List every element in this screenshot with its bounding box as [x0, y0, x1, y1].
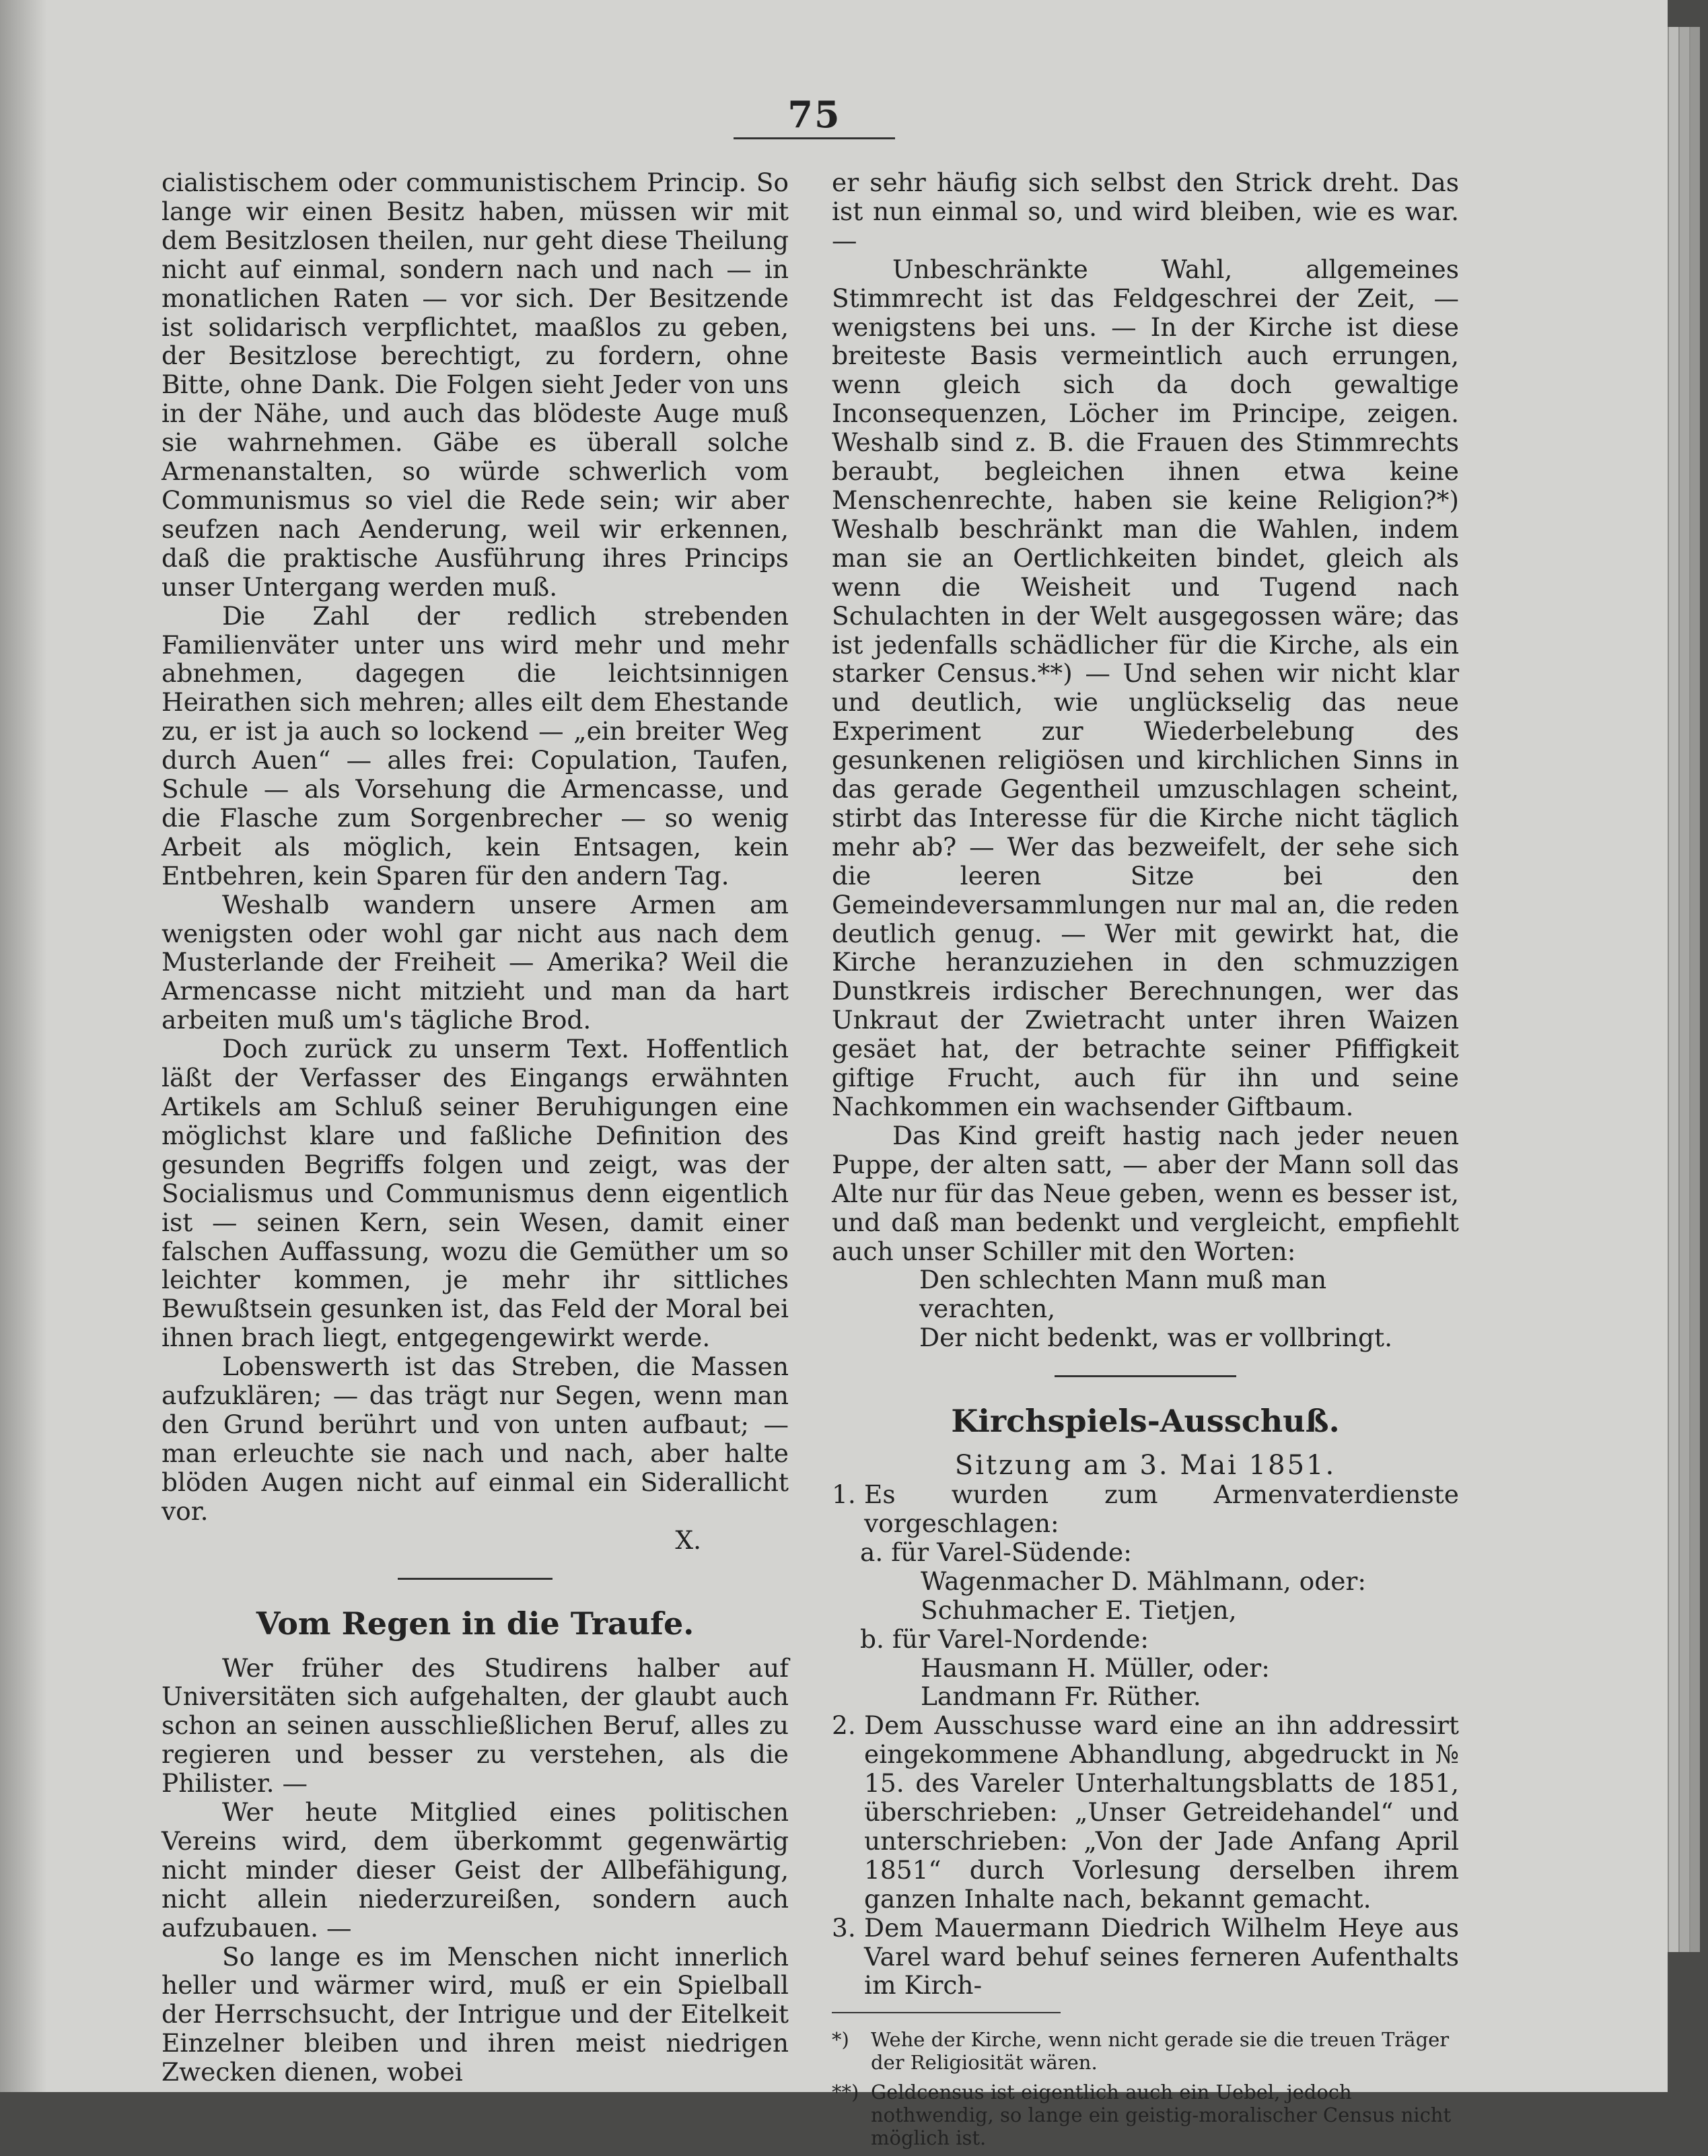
paragraph: Unbeschränkte Wahl, allgemeines Stimmrecht ist das Feldgeschrei der Zeit, — wenigstens bei uns. — In der Kirche ist diese breiteste Basis vermeintlich auch errungen, wenn gleich sich da doch gewaltige Inconsequenzen, Löcher im Principe, zeigen. Weshalb sind z. B. die Frauen des Stimmrechts beraubt, begleichen ihnen etwa keine Menschenrechte, haben sie keine Religion?*) Weshalb beschränkt man die Wahlen, indem man sie an Oertlichkeiten bindet, gleich als wenn die Weisheit und Tugend nach Schulachten in der Welt ausgegossen wäre; das ist jedenfalls schädlicher für die Kirche, als ein starker Census.**) — Und sehen wir nicht klar und deutlich, wie unglückselig das neue Experiment zur Wiederbelebung des gesunkenen religiösen und kirchlichen Sinns in das gerade Gegentheil umzuschlagen scheint, stirbt das Interesse für die Kirche nicht täglich mehr ab? — Wer das bezweifelt, der sehe sich die leeren Sitze bei den Gemeindeversammlungen nur mal an, die reden deutlich genug. — Wer mit gewirkt hat, die Kirche heranzuziehen in den schmuzzigen Dunstkreis irdischer Berechnungen, wer das Unkraut der Zwietracht unter ihren Waizen gesäet hat, der betrachte seiner Pfiffigkeit giftige Frucht, auch für ihn und seine Nachkommen ein wachsender Giftbaum.: [832, 254, 1459, 1121]
paragraph: er sehr häufig sich selbst den Strick dreht. Das ist nun einmal so, und wird bleiben, wie es war. —: [832, 168, 1459, 255]
signature-line: [162, 1526, 789, 1555]
paragraph: Die Zahl der redlich strebenden Familienväter unter uns wird mehr und mehr abnehmen, dagegen die leichtsinnigen Heirathen sich mehren; alles eilt dem Ehestande zu, er ist ja auch so lockend — „ein breiter Weg durch Auen“ — alles frei: Copulation, Taufen, Schule — als Vorsehung die Armencasse, und die Flasche zum Sorgenbrecher — so wenig Arbeit als möglich, kein Entsagen, kein Entbehren, kein Sparen für den andern Tag.: [162, 600, 789, 891]
paragraph: So lange es im Menschen nicht innerlich heller und wärmer wird, muß er ein Spielball der Herrschsucht, der Intrigue und der Eitelkeit Einzelner bleiben und ihren meist niedrigen Zwecken dienen, wobei: [162, 1941, 789, 2087]
page-edge: [1668, 27, 1678, 1952]
article-title: Vom Regen in die Traufe.: [256, 1605, 695, 1642]
footnote-text: Wehe der Kirche, wenn nicht gerade sie die treuen Träger der Religiosität wären.: [871, 2028, 1450, 2075]
footnotes: [832, 2028, 1459, 2149]
footnote-rule: [832, 2012, 1061, 2013]
list-item: [832, 1711, 1459, 1913]
page-edge: [1689, 27, 1700, 1952]
signature: X.: [675, 1525, 701, 1555]
item-text: Dem Ausschusse ward eine an ihn addressirt eingekommene Abhandlung, abgedruckt in № 15. des Vareler Unterhaltungsblatts de 1851, überschrieben: „Unser Getreidehandel“ und unterschrieben: „Von der Jade Anfang April 1851“ durch Vorlesung derselben ihrem ganzen Inhalte nach, bekannt gemacht.: [864, 1710, 1459, 1914]
footnote-mark: *): [832, 2028, 849, 2052]
verse-line: Den schlechten Mann muß man verachten,: [919, 1265, 1327, 1324]
footnote-mark: **): [832, 2081, 859, 2104]
verse-quote: [832, 1265, 1459, 1352]
paragraph: cialistischem oder communistischem Princip. So lange wir einen Besitz haben, müssen wir mit dem Besitzlosen theilen, nur geht diese Theilung nicht auf einmal, sondern nach und nach — in monatlichen Raten — vor sich. Der Besitzende ist solidarisch verpflichtet, maaßlos zu geben, der Besitzlose berechtigt, zu fordern, ohne Bitte, ohne Dank. Die Folgen sieht Jeder von uns in der Nähe, und auch das blödeste Auge muß sie wahrnehmen. Gäbe es überall solche Armenanstalten, so würde schwerlich vom Communismus so viel die Rede sein; wir aber seufzen nach Aenderung, weil wir erkennen, daß die praktische Ausführung ihres Princips unser Untergang werden muß.: [162, 168, 789, 602]
section-title: Kirchspiels-Ausschuß.: [951, 1403, 1340, 1440]
item-text: Dem Mauermann Diedrich Wilhelm Heye aus Varel ward behuf seines ferneren Aufenthalts im Kirch-: [864, 1912, 1459, 2001]
right-column: [832, 168, 1459, 2156]
paragraph: Wer früher des Studirens halber auf Universitäten sich aufgehalten, der glaubt auch schon an seinen ausschließlichen Beruf, alles zu regieren und besser zu verstehen, als die Philister. —: [162, 1653, 789, 1799]
page-edge: [1678, 27, 1689, 1952]
candidate-name: Wagenmacher D. Mählmann, oder:: [921, 1566, 1366, 1596]
paragraph: Weshalb wandern unsere Armen am wenigsten oder wohl gar nicht aus nach dem Musterlande der Freiheit — Amerika? Weil die Armencasse nicht mitzieht und man da hart arbeiten muß um's tägliche Brod.: [162, 889, 789, 1035]
session-date: Sitzung am 3. Mai 1851.: [954, 1450, 1337, 1482]
paragraph: Doch zurück zu unserm Text. Hoffentlich läßt der Verfasser des Eingangs erwähnten Artikels am Schluß seiner Beruhigungen eine möglichst klare und faßliche Definition des gesunden Begriffs folgen und zeigt, was der Socialismus und Communismus denn eigentlich ist — seinen Kern, sein Wesen, damit einer falschen Auffassung, wozu die Gemüther um so leichter kommen, je mehr ihr sittliches Bewußtsein gesunken ist, das Feld der Moral bei ihnen brach liegt, entgegengewirkt werde.: [162, 1034, 789, 1353]
left-column: [162, 168, 789, 2087]
section-divider: [1055, 1375, 1236, 1377]
item-number: 1.: [832, 1480, 856, 1510]
paragraph: Wer heute Mitglied eines politischen Vereins wird, dem überkommt gegenwärtig nicht minder dieser Geist der Allbefähigung, nicht allein niederzureißen, sondern auch aufzubauen. —: [162, 1797, 789, 1943]
candidate-name: Landmann Fr. Rüther.: [921, 1681, 1201, 1712]
sub-heading: b. für Varel-Nordende:: [860, 1624, 1149, 1654]
verse-line: Der nicht bedenkt, was er vollbringt.: [919, 1323, 1393, 1353]
list-item: [832, 1914, 1459, 2001]
book-gutter-shadow: [0, 0, 47, 2092]
header-rule: [734, 137, 895, 139]
candidate-name: Hausmann H. Müller, oder:: [921, 1653, 1270, 1683]
item-number: 2.: [832, 1710, 856, 1741]
candidate-name: Schuhmacher E. Tietjen,: [921, 1595, 1237, 1625]
list-item: [832, 1480, 1459, 1538]
paragraph: Das Kind greift hastig nach jeder neuen Puppe, der alten satt, — aber der Mann soll das Alte nur für das Neue geben, wenn es besser ist, und daß man bedenkt und vergleicht, empfiehlt auch unser Schiller mit den Worten:: [832, 1120, 1459, 1266]
footnote-text: Geldcensus ist eigentlich auch ein Uebel, jedoch nothwendig, so lange ein geistig-moralischer Census nicht möglich ist.: [871, 2081, 1452, 2150]
footnote: [832, 2028, 1459, 2074]
page-number: 75: [787, 93, 841, 136]
section-divider: [398, 1578, 553, 1580]
item-text: Es wurden zum Armenvaterdienste vorgeschlagen:: [864, 1480, 1459, 1538]
footnote: [832, 2081, 1459, 2149]
paragraph: Lobenswerth ist das Streben, die Massen aufzuklären; — das trägt nur Segen, wenn man den Grund berührt und von unten aufbaut; — man erleuchte sie nach und nach, aber halte blöden Augen nicht auf einmal ein Siderallicht vor.: [162, 1352, 789, 1526]
item-number: 3.: [832, 1912, 856, 1943]
sub-heading: a. für Varel-Südende:: [860, 1537, 1132, 1567]
